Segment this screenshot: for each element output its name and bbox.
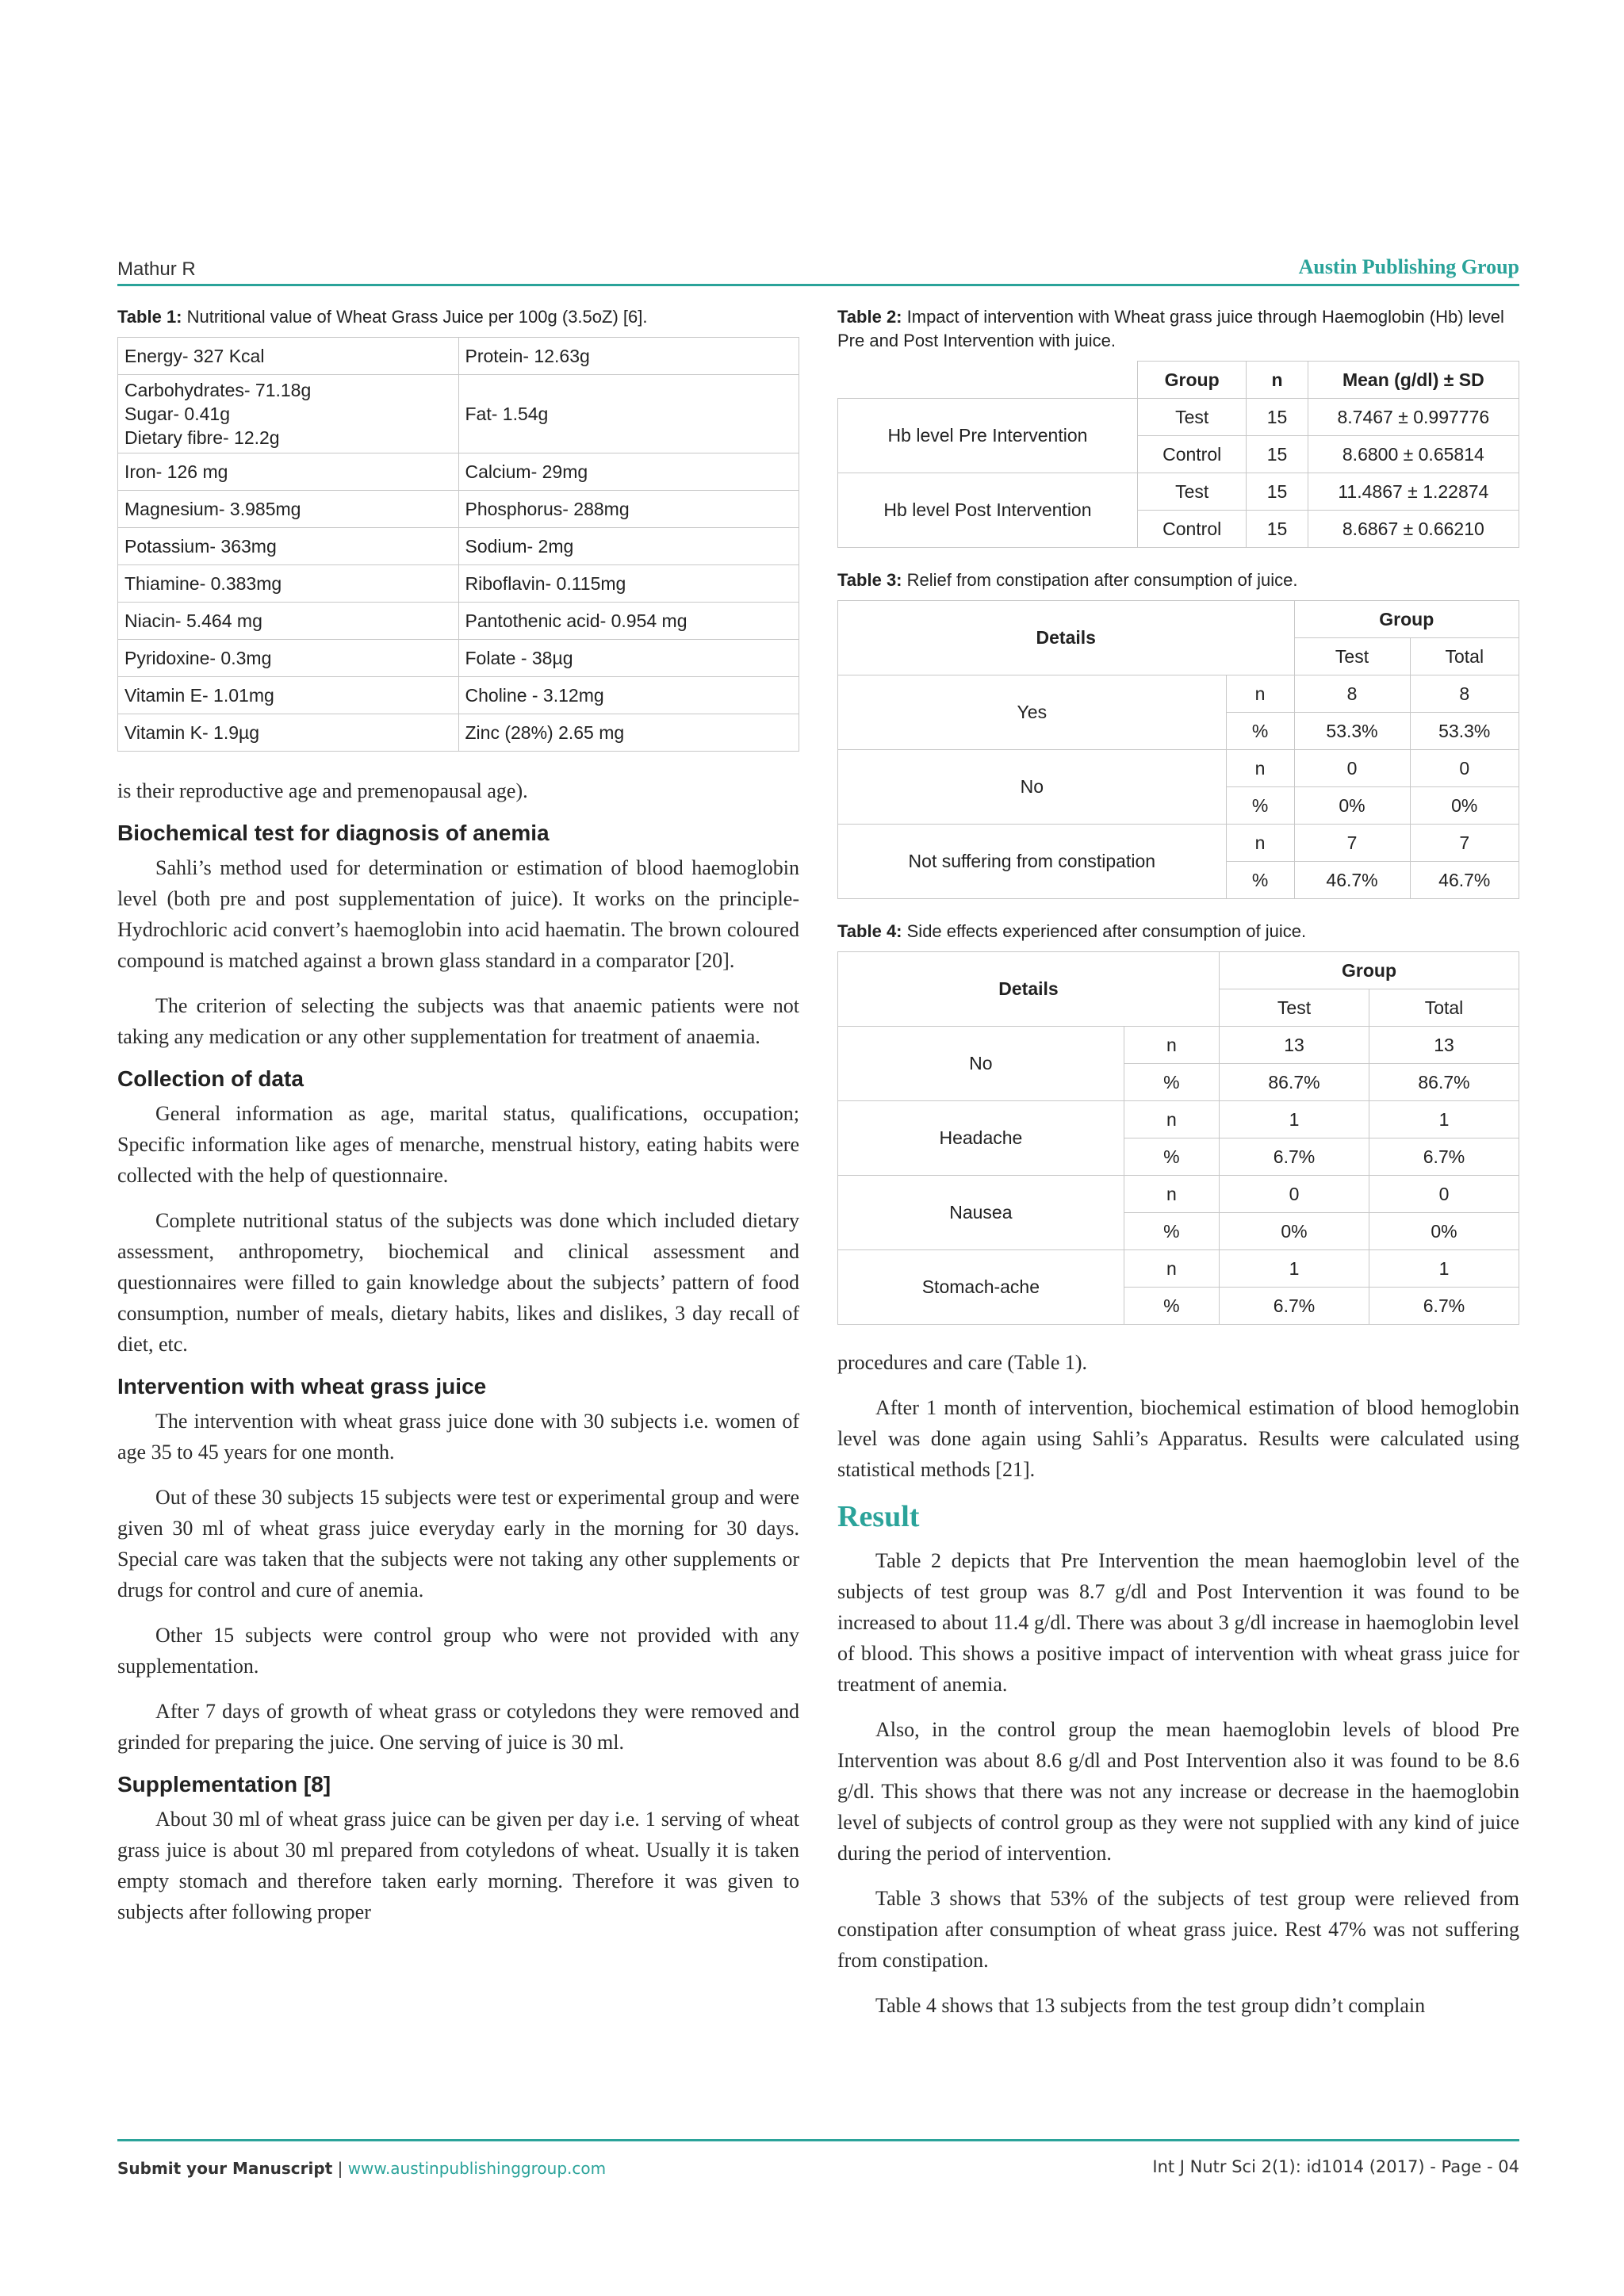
publisher-url-link[interactable]: www.austinpublishinggroup.com: [347, 2159, 607, 2178]
table-row: % 46.7% 46.7%: [838, 862, 1519, 899]
table-row: Vitamin K- 1.9µg Zinc (28%) 2.65 mg: [118, 714, 799, 752]
table2-haemoglobin: [837, 361, 1519, 548]
body-paragraph: Sahli’s method used for determination or estimation of blood haemoglobin level (both pre and post supplementation of juice). It works on the principle-Hydrochloric acid convert’s haemoglobin into acid haematin. The brown coloured compound is matched against a brown glass standard in a comparator [20].: [117, 856, 799, 972]
left-column: [117, 305, 799, 1942]
table-row: Iron- 126 mg Calcium- 29mg: [118, 453, 799, 491]
table-row: % 86.7% 86.7%: [838, 1064, 1519, 1101]
table4-side-effects: [837, 951, 1519, 1325]
page-footer: [117, 2139, 1519, 2189]
table4-caption: Table 4: Side effects experienced after consumption of juice.: [837, 921, 1307, 941]
table-row: Hb level Post Intervention Test 15 11.4867 ± 1.22874: [838, 473, 1519, 511]
table-row: Carbohydrates- 71.18g Sugar- 0.41g Dietary fibre- 12.2g Fat- 1.54g: [118, 375, 799, 453]
body-paragraph: Complete nutritional status of the subjects was done which included dietary assessment, anthropometry, biochemical and clinical assessment and questionnaires were filled to gain knowledge about the subjects’ pattern of food consumption, number of meals, dietary habits, likes and dislikes, 3 day recall of diet, etc.: [117, 1209, 799, 1356]
publisher-name: Austin Publishing Group: [1298, 255, 1519, 278]
section-heading: Supplementation [8]: [117, 1772, 331, 1797]
table-row: Thiamine- 0.383mg Riboflavin- 0.115mg: [118, 565, 799, 603]
body-paragraph: After 1 month of intervention, biochemical estimation of blood hemoglobin level was done again using Sahli’s Apparatus. Results were calculated using statistical methods [21].: [837, 1396, 1519, 1481]
table-row: % 0% 0%: [838, 1213, 1519, 1250]
table-row: Control 15 8.6867 ± 0.66210: [838, 511, 1519, 548]
page-header: [117, 255, 1519, 286]
right-column: [837, 305, 1519, 2035]
submit-manuscript-link[interactable]: Submit your Manuscript: [117, 2159, 333, 2178]
body-paragraph: Also, in the control group the mean haemoglobin levels of blood Pre Intervention was about 8.6 g/dl and Post Intervention also it was found to be 8.6 g/dl. This shows that there was not any increase or decrease in the haemoglobin level of subjects of control group as they were not supplied with any kind of juice during the period of intervention.: [837, 1718, 1519, 1865]
table-row: Vitamin E- 1.01mg Choline - 3.12mg: [118, 677, 799, 714]
section-heading: Intervention with wheat grass juice: [117, 1374, 487, 1399]
table3-constipation: [837, 600, 1519, 899]
running-author: Mathur R: [117, 258, 196, 280]
table-row: Details Group: [838, 601, 1519, 638]
body-paragraph: Table 4 shows that 13 subjects from the test group didn’t complain: [875, 1994, 1426, 2017]
footer-citation: Int J Nutr Sci 2(1): id1014 (2017) - Page - 04: [1152, 2157, 1519, 2176]
table-row: Magnesium- 3.985mg Phosphorus- 288mg: [118, 491, 799, 528]
table1-nutrition: [117, 337, 799, 752]
body-paragraph: Table 3 shows that 53% of the subjects of test group were relieved from constipation after consumption of wheat grass juice. Rest 47% was not suffering from constipation.: [837, 1887, 1519, 1972]
table-row: Pyridoxine- 0.3mg Folate - 38µg: [118, 640, 799, 677]
body-paragraph: procedures and care (Table 1).: [837, 1351, 1088, 1374]
body-paragraph: Out of these 30 subjects 15 subjects were test or experimental group and were given 30 ml of wheat grass juice everyday early in the morning for 30 days. Special care was taken that the subjects were not taking any other supplements or drugs for control and cure of anemia.: [117, 1486, 799, 1601]
footer-submit: Submit your Manuscript | www.austinpublishinggroup.com: [117, 2159, 607, 2178]
body-paragraph: The intervention with wheat grass juice done with 30 subjects i.e. women of age 35 to 45 years for one month.: [117, 1410, 799, 1464]
table-row: Details Group: [838, 952, 1519, 989]
table3-caption: Table 3: Relief from constipation after consumption of juice.: [837, 570, 1298, 590]
body-paragraph: is their reproductive age and premenopausal age).: [117, 779, 528, 802]
body-paragraph: Other 15 subjects were control group who were not provided with any supplementation.: [117, 1624, 799, 1678]
table-row: Potassium- 363mg Sodium- 2mg: [118, 528, 799, 565]
table-row: Niacin- 5.464 mg Pantothenic acid- 0.954 mg: [118, 603, 799, 640]
table-row: Control 15 8.6800 ± 0.65814: [838, 436, 1519, 473]
table-row: Stomach-ache n 1 1: [838, 1250, 1519, 1288]
table-row: Energy- 327 Kcal Protein- 12.63g: [118, 338, 799, 375]
table-row: Yes n 8 8: [838, 675, 1519, 713]
table1-caption: Table 1: Nutritional value of Wheat Grass Juice per 100g (3.5oZ) [6].: [117, 307, 648, 327]
section-heading-result: Result: [837, 1500, 920, 1533]
table-row: % 6.7% 6.7%: [838, 1138, 1519, 1176]
table-row: Hb level Pre Intervention Test 15 8.7467 ± 0.997776: [838, 399, 1519, 436]
table-row: Group n Mean (g/dl) ± SD: [838, 362, 1519, 399]
body-paragraph: After 7 days of growth of wheat grass or cotyledons they were removed and grinded for preparing the juice. One serving of juice is 30 ml.: [117, 1700, 799, 1754]
table-row: Nausea n 0 0: [838, 1176, 1519, 1213]
table-row: Test Total: [838, 638, 1519, 675]
table-row: Not suffering from constipation n 7 7: [838, 825, 1519, 862]
section-heading: Collection of data: [117, 1066, 304, 1091]
table-row: Test Total: [838, 989, 1519, 1027]
body-paragraph: The criterion of selecting the subjects was that anaemic patients were not taking any medication or any other supplementation for treatment of anaemia.: [117, 994, 799, 1048]
table-row: % 53.3% 53.3%: [838, 713, 1519, 750]
table-row: Headache n 1 1: [838, 1101, 1519, 1138]
body-paragraph: Table 2 depicts that Pre Intervention the mean haemoglobin level of the subjects of test group was 8.7 g/dl and Post Intervention it was found to be increased to about 11.4 g/dl. There was about 3 g/dl increase in haemoglobin level of blood. This shows a positive impact of intervention with wheat grass juice for treatment of anemia.: [837, 1549, 1519, 1696]
section-heading: Biochemical test for diagnosis of anemia: [117, 821, 550, 845]
table-row: % 0% 0%: [838, 787, 1519, 825]
table2-caption: Table 2: Impact of intervention with Wheat grass juice through Haemoglobin (Hb) level Pre and Post Intervention with juice.: [837, 307, 1504, 350]
table-row: % 6.7% 6.7%: [838, 1288, 1519, 1325]
table-row: No n 0 0: [838, 750, 1519, 787]
table-row: No n 13 13: [838, 1027, 1519, 1064]
body-paragraph: About 30 ml of wheat grass juice can be given per day i.e. 1 serving of wheat grass juice is about 30 ml prepared from cotyledons of wheat. Usually it is taken empty stomach and therefore taken early morning. Therefore it was given to subjects after following proper: [117, 1808, 799, 1923]
body-paragraph: General information as age, marital status, qualifications, occupation; Specific information like ages of menarche, menstrual history, eating habits were collected with the help of questionnaire.: [117, 1102, 799, 1187]
